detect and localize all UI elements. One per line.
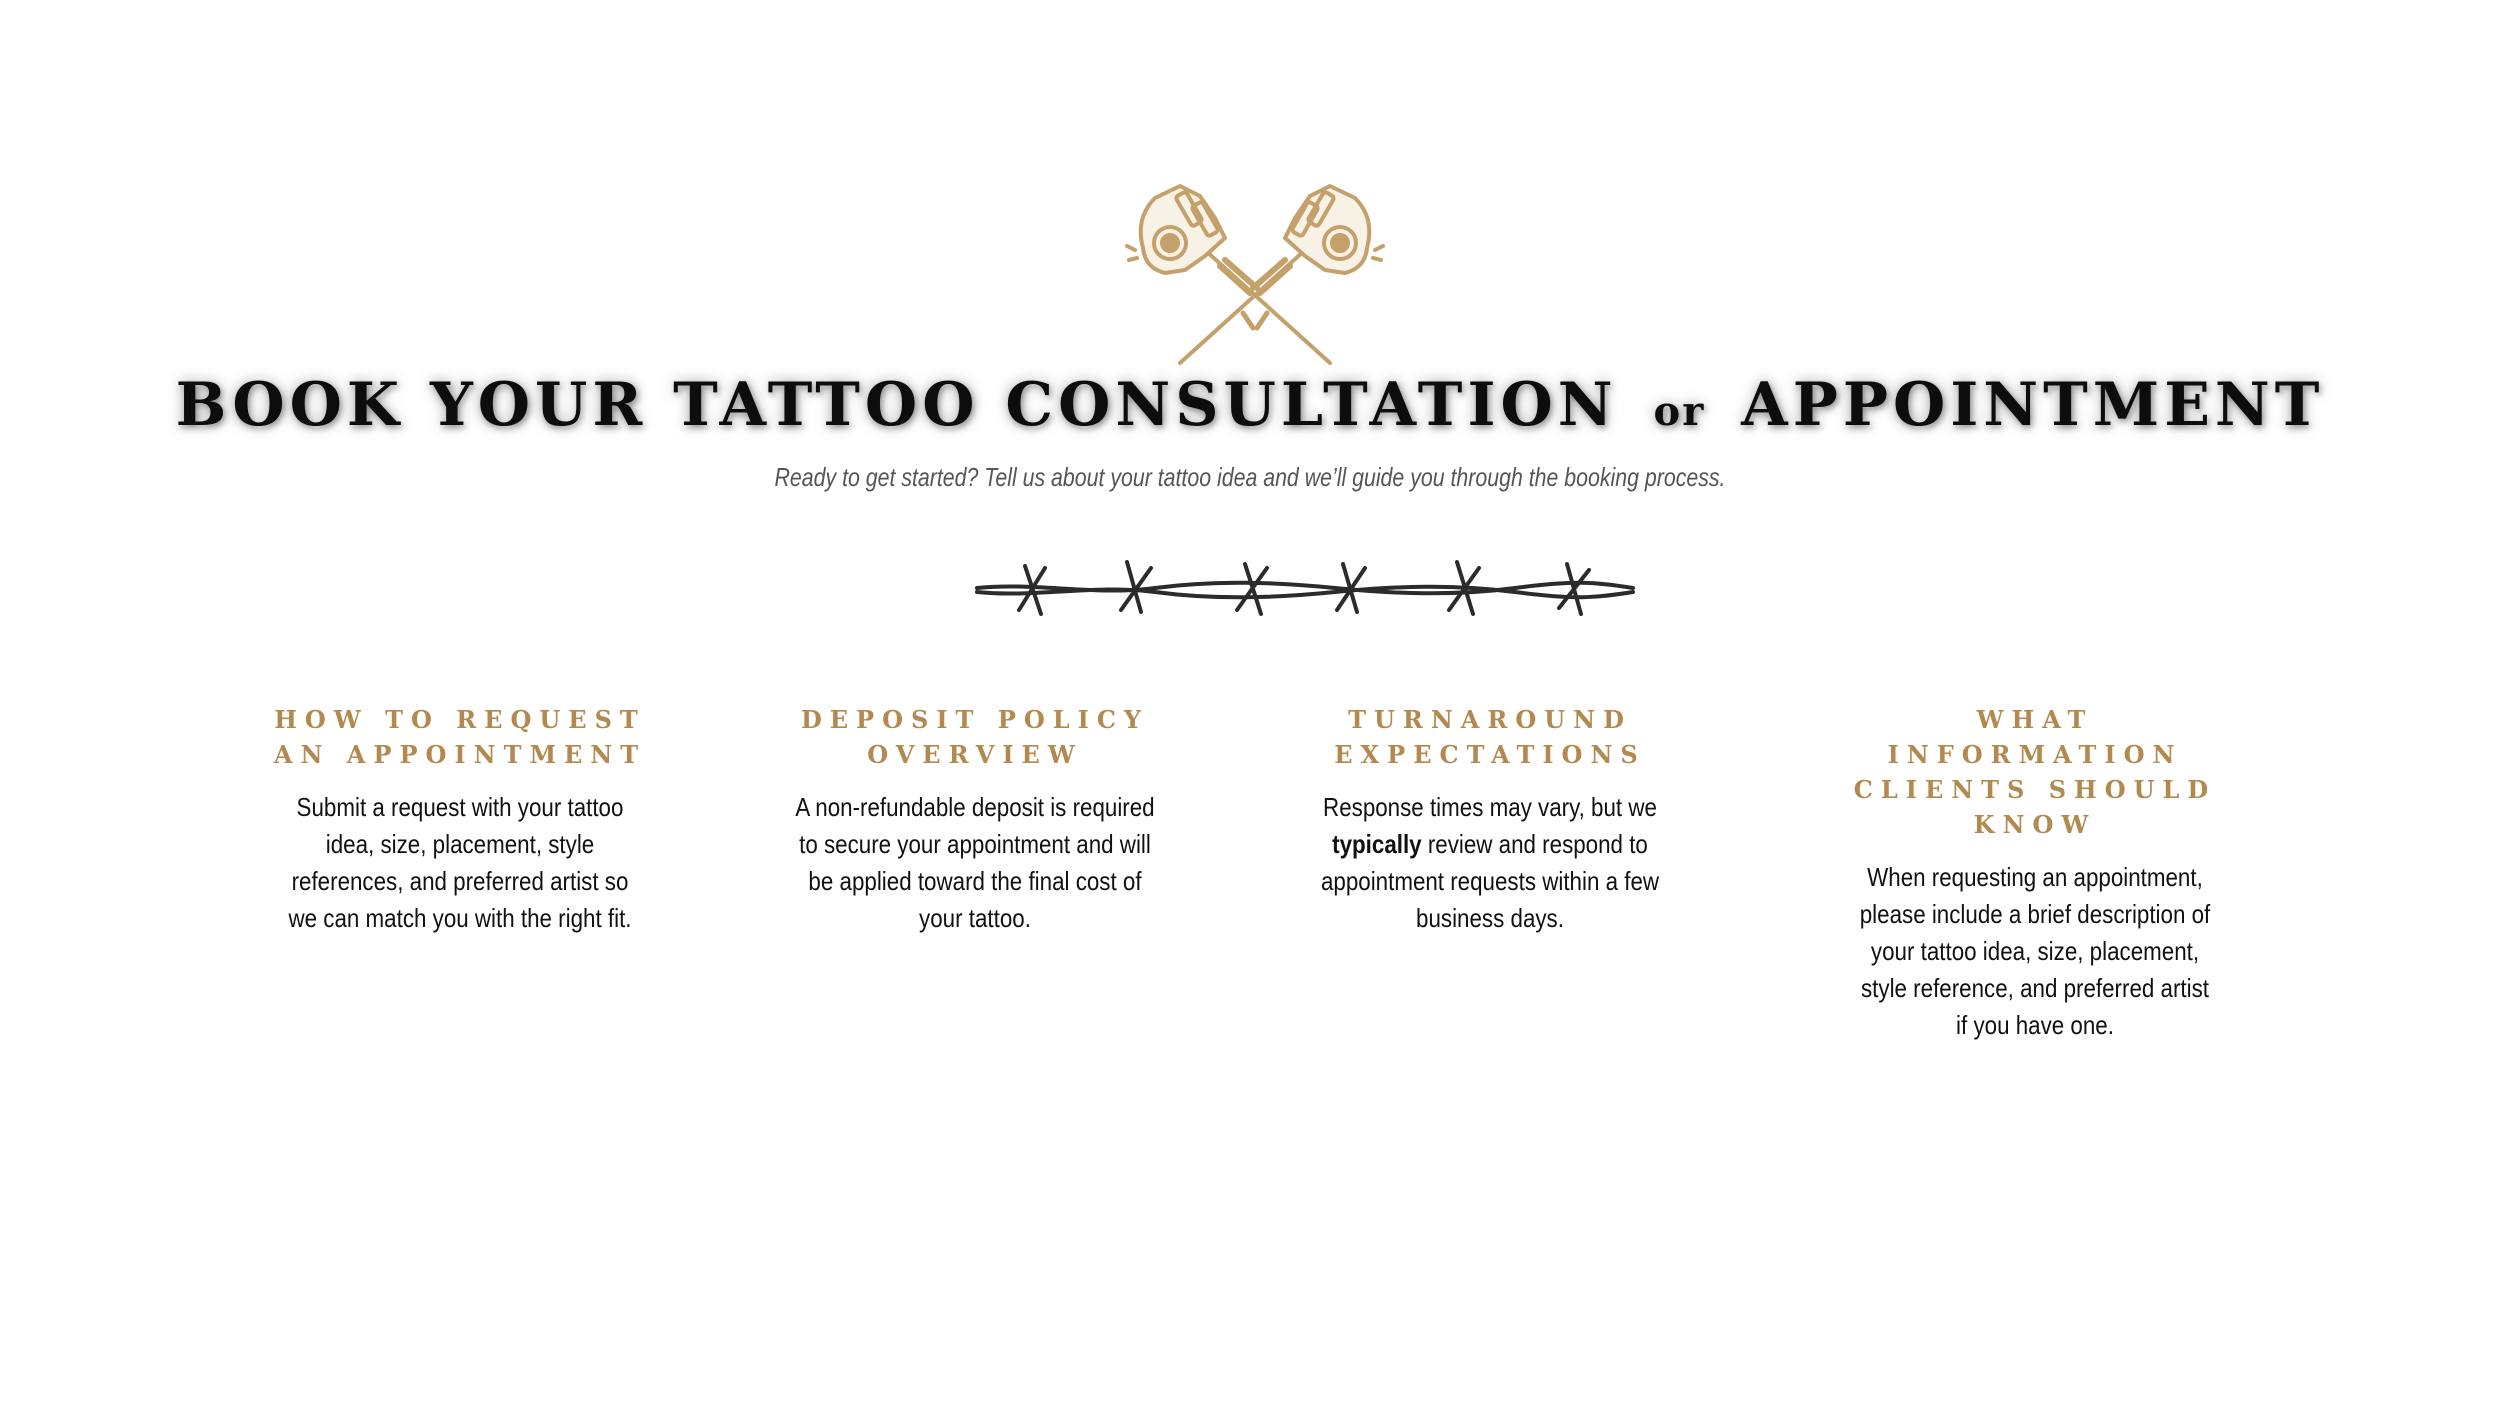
section-body: Submit a request with your tattoo idea, size, placement, style references, and preferred artist so we can match you with the right fit. — [288, 792, 632, 933]
section-heading: WHAT INFORMATION CLIENTS SHOULD KNOW — [1853, 705, 2217, 839]
section-body-emphasis: typically — [1332, 829, 1422, 859]
section-deposit-policy — [765, 702, 1185, 937]
section-how-to-request — [250, 702, 670, 937]
page-title — [0, 370, 2500, 440]
section-body — [1309, 789, 1670, 937]
section-body-start: Response times may vary, but we — [1323, 792, 1657, 822]
title-connector: or — [1653, 388, 1706, 435]
section-client-info — [1825, 702, 2245, 1044]
section-heading: TURNAROUND EXPECTATIONS — [1334, 705, 1646, 769]
section-body: When requesting an appointment, please include a brief description of your tattoo idea, size, placement, style reference, and preferred artist if you have one. — [1859, 862, 2211, 1040]
barbed-wire-icon — [975, 552, 1635, 622]
title-part-1: BOOK YOUR TATTOO CONSULTATION — [175, 370, 1618, 440]
section-heading: HOW TO REQUEST AN APPOINTMENT — [273, 705, 647, 769]
section-body-end: review and respond to appointment requests within a few business days. — [1320, 829, 1660, 933]
title-part-2: APPOINTMENT — [1741, 370, 2325, 440]
page-subtitle: Ready to get started? Tell us about your tattoo idea and we’ll guide you through the booking process. — [774, 462, 1726, 492]
section-heading: DEPOSIT POLICY OVERVIEW — [800, 705, 1150, 769]
section-body: A non-refundable deposit is required to secure your appointment and will be applied toward the final cost of your tattoo. — [795, 792, 1155, 933]
section-turnaround — [1280, 702, 1700, 937]
crossed-tattoo-machines-icon — [1125, 178, 1385, 366]
